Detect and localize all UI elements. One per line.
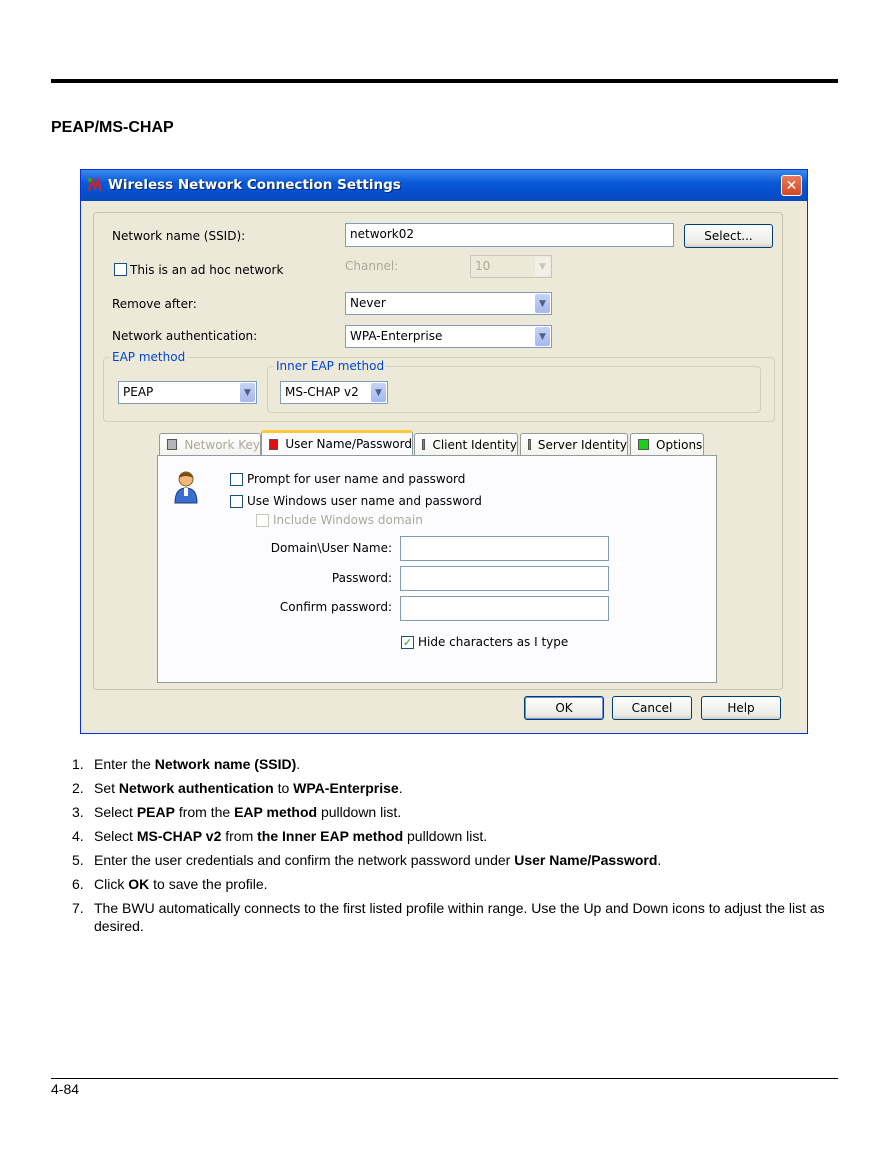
tab-server-identity[interactable] [520, 433, 628, 455]
tab-user-name-password[interactable] [261, 430, 413, 455]
password-input[interactable] [400, 566, 609, 591]
step-emphasis: PEAP [136, 804, 175, 820]
step-number: 3. [72, 804, 84, 820]
inner-eap-legend: Inner EAP method [276, 359, 385, 373]
include-domain-checkbox[interactable] [256, 514, 269, 527]
cancel-button[interactable]: Cancel [612, 696, 692, 720]
channel-select[interactable] [470, 255, 552, 278]
step-emphasis: the Inner EAP method [257, 828, 404, 844]
tab-label: Options [656, 437, 703, 452]
step-number: 1. [72, 756, 84, 772]
eap-method-value: PEAP [123, 385, 154, 399]
wireless-settings-dialog [80, 169, 808, 734]
chevron-down-icon: ▼ [371, 383, 386, 402]
chevron-down-icon: ▼ [240, 383, 255, 402]
domain-user-label: Domain\User Name: [270, 541, 392, 555]
channel-label: Channel: [345, 259, 399, 273]
step-number: 5. [72, 852, 84, 868]
tab-label: Client Identity [432, 437, 517, 452]
password-label: Password: [331, 571, 392, 585]
tab-options[interactable] [630, 433, 704, 455]
tab-client-identity[interactable] [414, 433, 518, 455]
status-square-icon [528, 439, 531, 450]
hide-characters-checkbox[interactable]: ✓ [402, 636, 413, 649]
prompt-checkbox[interactable] [230, 473, 243, 486]
confirm-password-input[interactable] [400, 596, 609, 621]
instruction-steps [72, 755, 842, 941]
domain-user-input[interactable] [400, 536, 609, 561]
user-name-password-tab-content [157, 455, 717, 683]
step-text: Click [94, 876, 129, 892]
bottom-rule [51, 1078, 838, 1079]
status-square-icon [422, 439, 425, 450]
help-button[interactable]: Help [701, 696, 781, 720]
instruction-step [72, 803, 842, 821]
step-emphasis: OK [128, 876, 150, 892]
tab-label: Server Identity [537, 437, 627, 452]
remove-after-value: Never [350, 296, 386, 310]
step-text: Select [94, 828, 137, 844]
ssid-input[interactable]: network02 [345, 223, 674, 247]
step-emphasis: Network name (SSID) [154, 756, 297, 772]
confirm-password-label: Confirm password: [279, 600, 392, 614]
step-number: 7. [72, 900, 84, 916]
wireless-app-icon [86, 176, 104, 194]
step-emphasis: User Name/Password [514, 852, 658, 868]
auth-select[interactable] [345, 325, 552, 348]
status-square-icon [167, 439, 177, 450]
close-button[interactable]: ✕ [781, 175, 802, 196]
select-button[interactable]: Select... [684, 224, 773, 248]
chevron-down-icon: ▼ [535, 327, 550, 346]
step-emphasis: Network authentication [118, 780, 274, 796]
channel-value: 10 [475, 259, 491, 273]
step-emphasis: WPA-Enterprise [293, 780, 399, 796]
dialog-titlebar[interactable] [81, 170, 807, 201]
eap-method-legend: EAP method [112, 350, 186, 364]
use-windows-checkbox[interactable] [230, 495, 243, 508]
tab-label: User Name/Password [285, 437, 412, 451]
eap-method-select[interactable] [118, 381, 257, 404]
instruction-step [72, 779, 842, 797]
tab-label: Network Key [184, 437, 260, 452]
step-emphasis: EAP method [234, 804, 318, 820]
inner-eap-value: MS-CHAP v2 [285, 385, 359, 399]
step-number: 6. [72, 876, 84, 892]
step-text: from the [174, 804, 235, 820]
step-text: to save the profile. [149, 876, 268, 892]
remove-after-select[interactable] [345, 292, 552, 315]
step-emphasis: MS-CHAP v2 [136, 828, 222, 844]
dialog-title: Wireless Network Connection Settings [108, 177, 401, 193]
step-text: to [273, 780, 294, 796]
use-windows-label: Use Windows user name and password [247, 494, 482, 508]
chevron-down-icon: ▼ [535, 257, 550, 276]
chevron-down-icon: ▼ [535, 294, 550, 313]
step-text: Select [94, 804, 137, 820]
step-text: from [221, 828, 258, 844]
status-square-icon [638, 439, 649, 450]
step-text: Enter the user credentials and confirm the network password under [94, 852, 515, 868]
status-square-icon [269, 439, 278, 450]
instruction-step [72, 827, 842, 845]
include-domain-label: Include Windows domain [273, 513, 423, 527]
step-number: 4. [72, 828, 84, 844]
step-number: 2. [72, 780, 84, 796]
ssid-label: Network name (SSID): [112, 229, 246, 243]
instruction-step [72, 899, 842, 935]
adhoc-checkbox[interactable] [114, 263, 127, 276]
instruction-step [72, 875, 842, 893]
instruction-step [72, 755, 842, 773]
top-rule [51, 79, 838, 83]
remove-after-label: Remove after: [112, 297, 197, 311]
section-title: PEAP/MS-CHAP [51, 119, 174, 136]
step-text: . [657, 852, 662, 868]
hide-characters-label: Hide characters as I type [418, 635, 569, 649]
page-number: 4-84 [51, 1081, 80, 1097]
step-text: . [398, 780, 403, 796]
step-text: Set [94, 780, 119, 796]
ok-button[interactable]: OK [524, 696, 604, 720]
instruction-step [72, 851, 842, 869]
step-text: pulldown list. [403, 828, 488, 844]
step-text: . [296, 756, 301, 772]
tab-network-key[interactable] [159, 433, 261, 455]
step-text: pulldown list. [317, 804, 402, 820]
step-text: Enter the [94, 756, 155, 772]
user-icon [174, 470, 198, 504]
auth-value: WPA-Enterprise [350, 329, 443, 343]
auth-label: Network authentication: [112, 329, 258, 343]
inner-eap-select[interactable] [280, 381, 388, 404]
step-text: The BWU automatically connects to the first listed profile within range. Use the Up and Down icons to adjust the list as desired. [94, 900, 825, 934]
prompt-label: Prompt for user name and password [247, 472, 466, 486]
adhoc-label: This is an ad hoc network [130, 263, 284, 277]
